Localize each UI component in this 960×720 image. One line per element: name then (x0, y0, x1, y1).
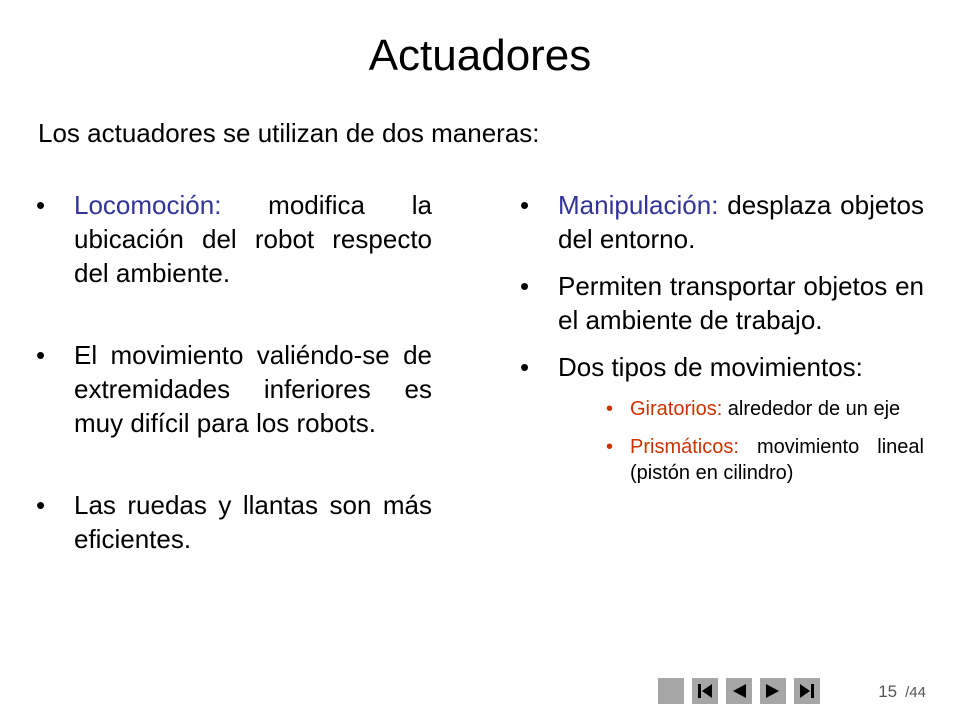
last-page-button[interactable] (794, 678, 820, 704)
sub-list-item (606, 434, 924, 486)
bullet-text: Las ruedas y llantas son más eficientes. (74, 490, 432, 554)
left-column (36, 188, 432, 556)
previous-page-button[interactable] (726, 678, 752, 704)
sub-list-item (606, 396, 924, 422)
current-page: 15 (878, 682, 898, 701)
bullet-text: El movimiento valiéndo-se de extremidades inferiores es muy difícil para los robots. (74, 340, 432, 438)
bullet-lead: Manipulación: (558, 190, 719, 220)
last-page-icon (797, 681, 817, 701)
page-counter (878, 682, 926, 702)
sub-bullet-lead: Giratorios: (630, 398, 723, 420)
list-item (520, 269, 924, 337)
sub-bullet-text: movimiento lineal (pistón en cilindro) (630, 436, 924, 484)
sub-list (558, 396, 924, 486)
bullet-text: desplaza objetos del entorno. (558, 190, 924, 254)
list-item (36, 338, 432, 440)
sub-bullet-lead: Prismáticos: (630, 436, 739, 458)
slide-subtitle: Los actuadores se utilizan de dos maneras: (38, 118, 540, 148)
bullet-text: Dos tipos de movimientos: (558, 352, 863, 382)
bullet-text: modifica la ubicación del robot respecto del ambiente. (74, 190, 432, 288)
blank-nav-button[interactable] (658, 678, 684, 704)
bullet-lead: Locomoción: (74, 190, 222, 220)
list-item (520, 188, 924, 256)
list-item (520, 350, 924, 486)
right-column (520, 188, 924, 499)
bullet-text: Permiten transportar objetos en el ambiente de trabajo. (558, 271, 924, 335)
next-page-icon (763, 681, 783, 701)
first-page-button[interactable] (692, 678, 718, 704)
next-page-button[interactable] (760, 678, 786, 704)
list-item (36, 488, 432, 556)
total-pages: /44 (905, 684, 926, 701)
previous-page-icon (729, 681, 749, 701)
sub-bullet-text: alrededor de un eje (722, 398, 901, 420)
list-item (36, 188, 432, 290)
slide-navigation (658, 678, 820, 704)
slide-title: Actuadores (368, 31, 592, 80)
first-page-icon (695, 681, 715, 701)
